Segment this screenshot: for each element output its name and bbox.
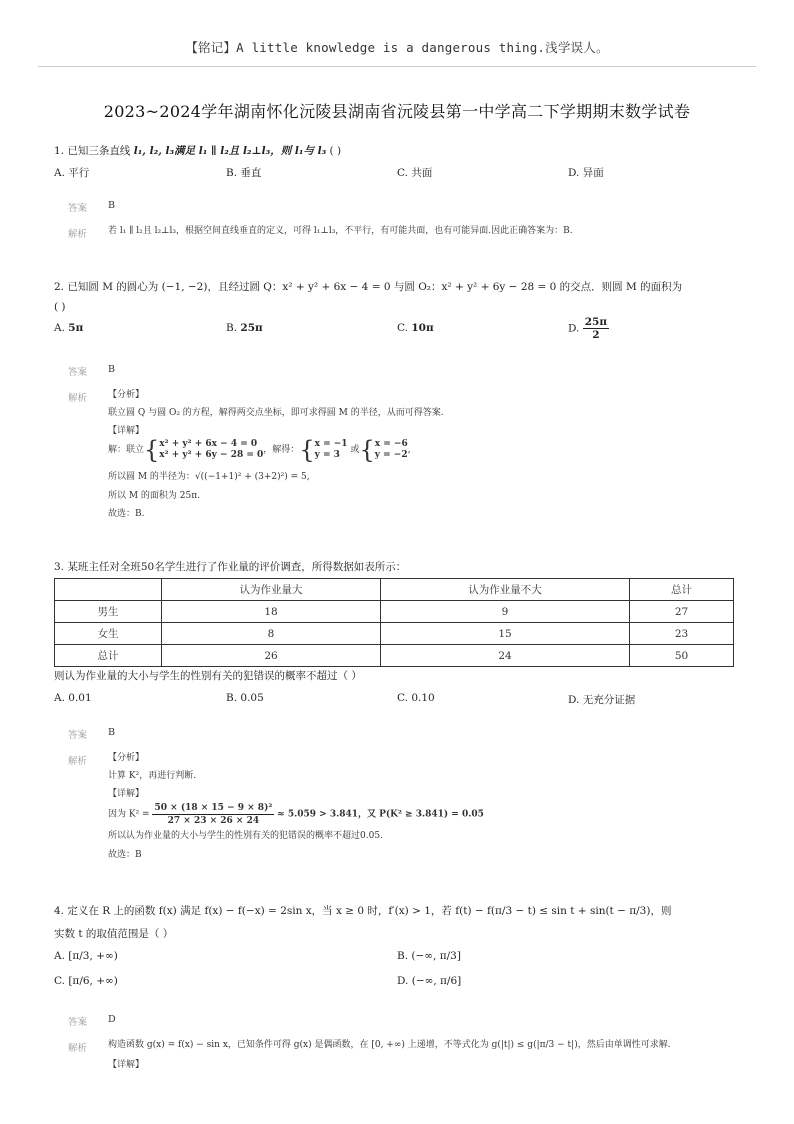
q2-option-a-letter: A.: [54, 322, 65, 334]
table-cell: 50: [630, 645, 734, 667]
q2-solution-1-y: y = 3: [314, 450, 340, 460]
q1-stem-math: l₁, l₂, l₃满足 l₁ ∥ l₂且 l₂⊥l₃，则 l₁与 l₃: [133, 145, 327, 157]
q3-stem: 3. 某班主任对全班50名学生进行了作业量的评价调查，所得数据如表所示：: [54, 561, 407, 573]
q2-or: 或: [350, 445, 360, 455]
q2-solve-prefix: 解：联立: [108, 445, 145, 455]
q2-solution-2-x: x = −6: [374, 439, 408, 449]
q3-option-c[interactable]: C. 0.10: [397, 692, 435, 704]
q3-fenxi-text: 计算 K²，再进行判断.: [108, 771, 197, 781]
table-header-row: [55, 579, 734, 601]
q4-stem-line1: 4. 定义在 R 上的函数 f(x) 满足 f(x) − f(−x) = 2sin x，当 x ≥ 0 时，f′(x) > 1，若 f(t) − f(π/3 − t) ≤ sin t + sin(t − π/3)，则: [54, 905, 672, 917]
page-title: 2023~2024学年湖南怀化沅陵县湖南省沅陵县第一中学高二下学期期末数学试卷: [103, 102, 691, 121]
q4-option-d[interactable]: D. (−∞, π/6]: [397, 975, 462, 987]
q2-option-a[interactable]: [54, 322, 83, 334]
q3-answer-label: 答案: [68, 730, 88, 741]
q2-option-b-letter: B.: [226, 322, 238, 334]
table-cell: 23: [630, 623, 734, 645]
q2-fenxi-text: 联立圆 Q 与圆 O₂ 的方程，解得两交点坐标，即可求得圆 M 的半径，从而可得答案.: [108, 408, 444, 418]
q2-option-d-letter: D.: [568, 322, 580, 335]
q3-k-squared: [108, 802, 484, 827]
table-row: [55, 601, 734, 623]
q2-radius-text: 所以圆 M 的半径为：√((−1+1)² + (3+2)²) = 5,: [108, 472, 310, 482]
q2-solve-mid: ，解得：: [263, 445, 300, 455]
q2-system-1-b: x² + y² + 6y − 28 = 0: [159, 450, 264, 460]
table-cell: 总计: [55, 645, 162, 667]
q2-choose: 故选：B.: [108, 509, 145, 519]
q3-option-d[interactable]: D. 无充分证据: [568, 694, 636, 706]
q2-system-1-a: x² + y² + 6x − 4 = 0: [159, 439, 258, 449]
q2-option-d-fraction: [583, 316, 609, 341]
q2-solution-brace-2: {: [359, 436, 375, 464]
header-divider: [38, 66, 756, 67]
q3-k-fraction: [152, 802, 274, 827]
table-cell: 26: [162, 645, 381, 667]
q2-option-c-letter: C.: [397, 322, 408, 334]
q2-stem-line2: ( ): [54, 301, 66, 313]
q3-option-a[interactable]: A. 0.01: [54, 692, 92, 704]
q2-system-1: [159, 439, 263, 461]
q2-option-d[interactable]: [568, 316, 609, 341]
q1-stem: [54, 143, 341, 159]
q2-fenxi-heading: 【分析】: [108, 390, 145, 400]
q4-analysis: 构造函数 g(x) = f(x) − sin x，已知条件可得 g(x) 是偶函数，在 [0, +∞) 上递增，不等式化为 g(|t|) ≤ g(|π/3 − t|)，然后由单调性可求解.: [108, 1040, 671, 1050]
q3-k-suffix: ≈ 5.059 > 3.841，又 P(K² ≥ 3.841) = 0.05: [277, 809, 484, 820]
q2-option-b-value: 25π: [240, 322, 263, 334]
q3-fenxi-heading: 【分析】: [108, 753, 145, 763]
q4-answer: D: [108, 1014, 116, 1025]
q1-analysis: 若 l₁ ∥ l₂且 l₂⊥l₃，根据空间直线垂直的定义，可得 l₁⊥l₃，不平行，有可能共面，也有可能异面.因此正确答案为：B.: [108, 226, 573, 236]
table-cell: 9: [381, 601, 630, 623]
q2-analysis-label: 解析: [68, 393, 88, 404]
q2-option-d-numerator: 25π: [584, 316, 608, 328]
q2-option-d-denominator: 2: [592, 329, 600, 341]
q4-analysis-label: 解析: [68, 1043, 88, 1054]
table-header-cell: 认为作业量大: [162, 579, 381, 601]
q3-k-denominator: 27 × 23 × 26 × 24: [167, 816, 260, 826]
q4-stem-line2: 实数 t 的取值范围是（ ）: [54, 928, 174, 940]
q3-question: 则认为作业量的大小与学生的性别有关的犯错误的概率不超过（ ）: [54, 670, 362, 682]
q1-analysis-label: 解析: [68, 229, 88, 240]
q3-choose: 故选：B: [108, 850, 142, 860]
q4-option-b[interactable]: B. (−∞, π/3]: [397, 950, 461, 962]
q4-option-c[interactable]: C. [π/6, +∞): [54, 975, 118, 987]
table-cell: 27: [630, 601, 734, 623]
q2-answer-label: 答案: [68, 367, 88, 378]
q2-stem-line1: 2. 已知圆 M 的圆心为 (−1, −2)，且经过圆 Q：x² + y² + 6x − 4 = 0 与圆 O₂：x² + y² + 6y − 28 = 0 的交点．则圆 M 的面积为: [54, 281, 683, 293]
q3-data-table: [54, 578, 734, 667]
q3-answer: B: [108, 727, 115, 738]
table-header-cell: [55, 579, 162, 601]
table-row: [55, 623, 734, 645]
q1-option-d[interactable]: D. 异面: [568, 167, 604, 179]
table-row: [55, 645, 734, 667]
motto: 【铭记】A little knowledge is a dangerous thing.浅学误人。: [185, 40, 609, 55]
table-cell: 8: [162, 623, 381, 645]
q1-answer-label: 答案: [68, 203, 88, 214]
q2-solution-2-y: y = −2: [374, 450, 408, 460]
q1-option-a[interactable]: A. 平行: [54, 167, 90, 179]
q2-option-a-value: 5π: [68, 322, 84, 334]
q1-option-b[interactable]: B. 垂直: [226, 167, 262, 179]
table-cell: 18: [162, 601, 381, 623]
table-header-cell: 总计: [630, 579, 734, 601]
q1-answer: B: [108, 200, 115, 211]
q1-paren: ( ): [329, 145, 342, 157]
q2-solution-1: [315, 439, 348, 461]
q2-solution-2: [375, 439, 408, 461]
q2-solution-1-x: x = −1: [314, 439, 348, 449]
q1-stem-prefix: 1. 已知三条直线: [54, 145, 131, 157]
q3-xiangjie-heading: 【详解】: [108, 789, 145, 799]
q2-area-text: 所以 M 的面积为 25π.: [108, 491, 201, 501]
q2-system-brace: {: [144, 436, 160, 464]
q3-conclusion: 所以认为作业量的大小与学生的性别有关的犯错误的概率不超过0.05.: [108, 831, 383, 841]
q3-k-prefix: 因为 K² =: [108, 809, 150, 820]
q2-option-b[interactable]: [226, 322, 263, 334]
q4-option-a[interactable]: A. [π/3, +∞): [54, 950, 118, 962]
q3-analysis-label: 解析: [68, 756, 88, 767]
table-cell: 24: [381, 645, 630, 667]
table-cell: 女生: [55, 623, 162, 645]
q2-solution-brace-1: {: [299, 436, 315, 464]
table-cell: 男生: [55, 601, 162, 623]
q4-answer-label: 答案: [68, 1017, 88, 1028]
table-header-cell: 认为作业量不大: [381, 579, 630, 601]
q2-option-c-value: 10π: [411, 322, 434, 334]
q1-option-c[interactable]: C. 共面: [397, 167, 433, 179]
q2-solve-line: 解：联立{ x² + y² + 6x − 4 = 0 x² + y² + 6y − 28 = 0 ，解得：{ x = −1 y = 3 或{ x = −6 y = −2 ,: [108, 436, 411, 464]
q3-k-numerator: 50 × (18 × 15 − 9 × 8)²: [154, 803, 273, 813]
table-cell: 15: [381, 623, 630, 645]
q3-option-b[interactable]: B. 0.05: [226, 692, 264, 704]
q2-answer: B: [108, 364, 115, 375]
q2-xiangjie-heading: 【详解】: [108, 426, 145, 436]
q4-xiangjie-heading: 【详解】: [108, 1060, 145, 1070]
q2-option-c[interactable]: [397, 322, 434, 334]
